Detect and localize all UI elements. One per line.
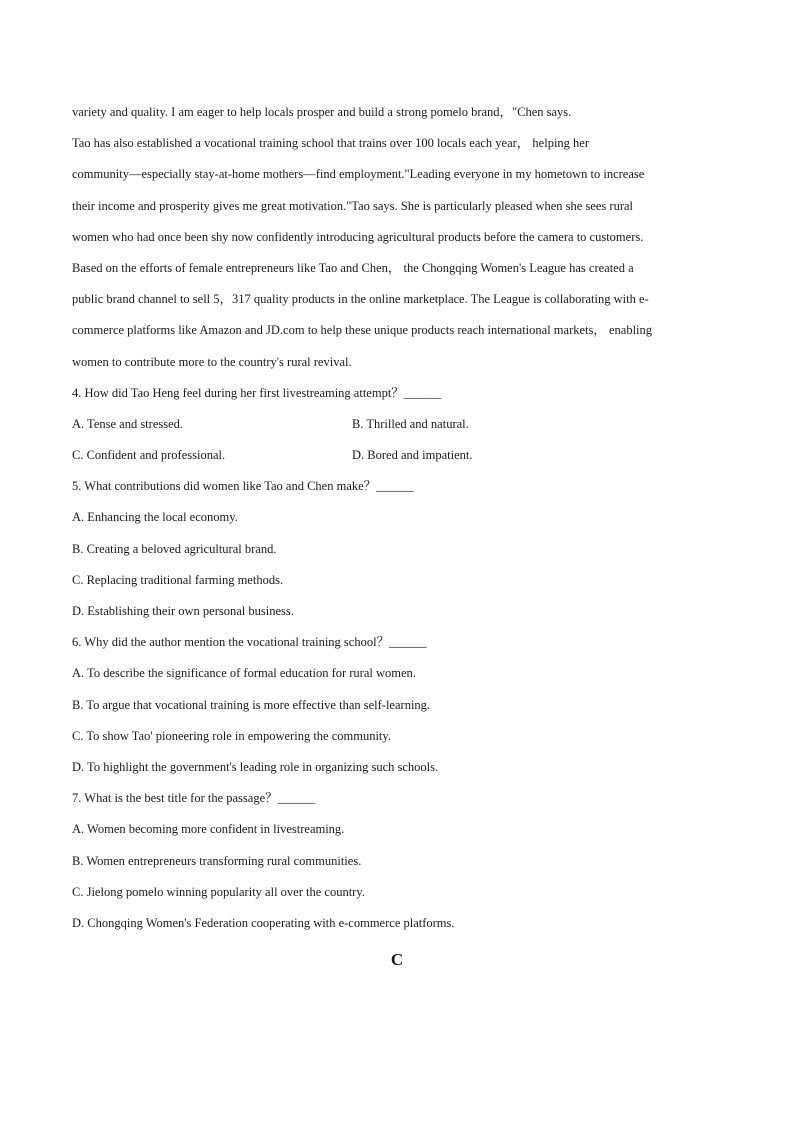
question-5: [72, 471, 722, 627]
passage-line: women to contribute more to the country's rural revival.: [72, 354, 352, 369]
passage-line: variety and quality. I am eager to help locals prosper and build a strong pomelo brand，"Chen says.: [72, 105, 572, 119]
question-4: [72, 378, 722, 472]
question-4-options-row-1: [72, 409, 722, 440]
question-7: [72, 783, 722, 939]
question-4-stem: 4. How did Tao Heng feel during her first livestreaming attempt？______: [72, 385, 442, 400]
question-4-options-row-2: [72, 440, 722, 471]
question-6: [72, 627, 722, 783]
question-5-stem: 5. What contributions did women like Tao and Chen make？______: [72, 479, 414, 494]
question-6-option-c: C. To show Tao' pioneering role in empowering the community.: [72, 728, 391, 743]
section-heading: C: [390, 950, 404, 969]
passage: [72, 97, 722, 378]
question-5-option-c: C. Replacing traditional farming methods.: [72, 572, 284, 587]
question-7-option-b: B. Women entrepreneurs transforming rural communities.: [72, 853, 362, 868]
passage-line: community—especially stay-at-home mothers—find employment."Leading everyone in my hometown to increase: [72, 167, 645, 182]
document-page: [72, 97, 722, 939]
question-6-option-b: B. To argue that vocational training is more effective than self-learning.: [72, 697, 431, 712]
question-4-option-d: D. Bored and impatient.: [352, 448, 473, 463]
question-5-option-a: A. Enhancing the local economy.: [72, 510, 238, 525]
passage-line: their income and prosperity gives me great motivation."Tao says. She is particularly pleased when she sees rural: [72, 198, 634, 213]
question-7-option-c: C. Jielong pomelo winning popularity all over the country.: [72, 884, 365, 899]
question-7-option-a: A. Women becoming more confident in livestreaming.: [72, 822, 345, 837]
passage-line: public brand channel to sell 5，317 quality products in the online marketplace. The League is collaborating with e-: [72, 292, 649, 307]
question-4-option-b: B. Thrilled and natural.: [352, 416, 469, 431]
question-7-option-d: D. Chongqing Women's Federation cooperating with e-commerce platforms.: [72, 915, 455, 930]
question-6-option-d: D. To highlight the government's leading role in organizing such schools.: [72, 759, 439, 774]
question-7-stem: 7. What is the best title for the passage？______: [72, 791, 316, 806]
question-6-option-a: A. To describe the significance of formal education for rural women.: [72, 666, 416, 681]
passage-line: commerce platforms like Amazon and JD.com to help these unique products reach international markets， enabling: [72, 323, 653, 338]
question-6-stem: 6. Why did the author mention the vocational training school？______: [72, 635, 427, 650]
question-5-option-d: D. Establishing their own personal business.: [72, 604, 294, 618]
question-4-option-c: C. Confident and professional.: [72, 448, 226, 463]
passage-line: Based on the efforts of female entrepreneurs like Tao and Chen， the Chongqing Women's League has created a: [72, 260, 634, 275]
passage-line: women who had once been shy now confidently introducing agricultural products before the camera to customers.: [72, 229, 644, 244]
question-4-option-a: A. Tense and stressed.: [72, 416, 184, 431]
passage-line: Tao has also established a vocational training school that trains over 100 locals each year， helping her: [72, 136, 590, 151]
question-5-option-b: B. Creating a beloved agricultural brand.: [72, 541, 277, 556]
